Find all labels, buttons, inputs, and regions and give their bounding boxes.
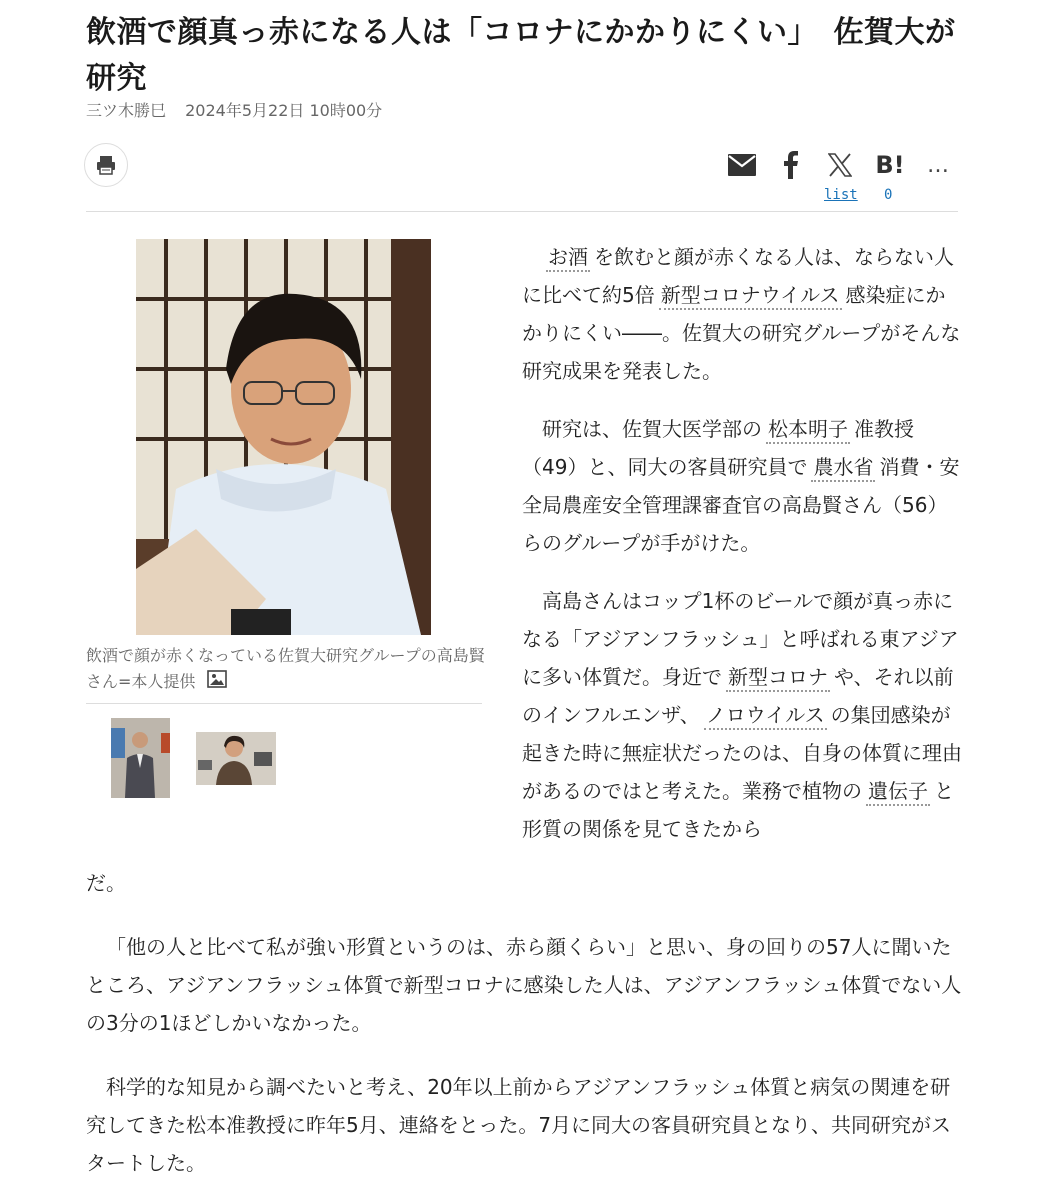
facebook-share-button[interactable] bbox=[776, 145, 806, 185]
paragraph-3-tail: だ。 bbox=[86, 871, 126, 895]
article-title: 飲酒で顔真っ赤になる人は「コロナにかかりにくい」 佐賀大が研究 bbox=[86, 15, 956, 96]
facebook-icon bbox=[783, 151, 799, 179]
photo-caption: 飲酒で顔が赤くなっている佐賀大研究グループの高島賢さん=本人提供 bbox=[86, 643, 486, 696]
keyword-link-norovirus[interactable]: ノロウイルス bbox=[704, 703, 827, 730]
thumbnail-2[interactable] bbox=[196, 732, 276, 785]
keyword-link-maff[interactable]: 農水省 bbox=[811, 455, 875, 482]
article-meta bbox=[86, 98, 396, 121]
mail-icon bbox=[728, 154, 756, 176]
x-share-button[interactable] bbox=[824, 145, 856, 185]
hatena-bookmark-button[interactable]: B! bbox=[875, 151, 905, 179]
thumbnail-1[interactable] bbox=[111, 718, 170, 798]
paragraph-5: 科学的な知見から調べたいと考え、20年以上前からアジアンフラッシュ体質と病気の関連を研究してきた松本准教授に昨年5月、連絡をとった。7月に同大の客員研究員となり、共同研究がスタートした。 bbox=[86, 1075, 952, 1175]
keyword-link-osake[interactable]: お酒 bbox=[546, 245, 590, 272]
paragraph-4: 「他の人と比べて私が強い形質というのは、赤ら顔くらい」と思い、身の回りの57人に聞いたところ、アジアンフラッシュ体質で新型コロナに感染した人は、アジアンフラッシュ体質でない人の3分の1ほどしかいなかった。 bbox=[86, 935, 962, 1035]
image-gallery-icon[interactable] bbox=[207, 670, 227, 696]
paragraph-1: お酒 を飲むと顔が赤くなる人は、ならない人に比べて約5倍 新型コロナウイルス 感染症にかかりにくい――。佐賀大の研究グループがそんな研究成果を発表した。 bbox=[522, 245, 961, 383]
caption-divider bbox=[86, 703, 482, 704]
keyword-link-covid19[interactable]: 新型コロナウイルス bbox=[659, 283, 842, 310]
print-button[interactable] bbox=[84, 143, 128, 187]
x-share-count[interactable]: list bbox=[824, 187, 858, 203]
more-share-button[interactable]: … bbox=[927, 152, 949, 178]
publish-date: 2024年5月22日 10時00分 bbox=[185, 101, 383, 120]
main-photo[interactable] bbox=[136, 239, 431, 635]
mail-share-button[interactable] bbox=[724, 145, 760, 185]
paragraph-2: 研究は、佐賀大医学部の 松本明子 准教授（49）と、同大の客員研究員で 農水省 消費・安全局農産安全管理課審査官の高島賢さん（56）らのグループが手がけた。 bbox=[522, 417, 960, 555]
keyword-link-shingata-corona[interactable]: 新型コロナ bbox=[726, 665, 830, 692]
hatena-count[interactable]: 0 bbox=[884, 187, 893, 203]
x-icon bbox=[828, 153, 852, 177]
keyword-link-gene[interactable]: 遺伝子 bbox=[866, 779, 930, 806]
header-divider bbox=[86, 211, 958, 212]
author: 三ツ木勝巳 bbox=[86, 101, 167, 120]
article-body-column bbox=[522, 238, 962, 848]
paragraph-3: 高島さんはコップ1杯のビールで顔が真っ赤になる「アジアンフラッシュ」と呼ばれる東アジアに多い体質だ。身近で 新型コロナ や、それ以前のインフルエンザ、 ノロウイルス の集団感染が起きた時に無症状だったのは、自身の体質に理由があるのではと考えた。業務で植物の 遺伝子 と形質の関係を見てきたから bbox=[522, 589, 962, 841]
printer-icon bbox=[95, 154, 117, 176]
keyword-link-matsumoto[interactable]: 松本明子 bbox=[766, 417, 850, 444]
